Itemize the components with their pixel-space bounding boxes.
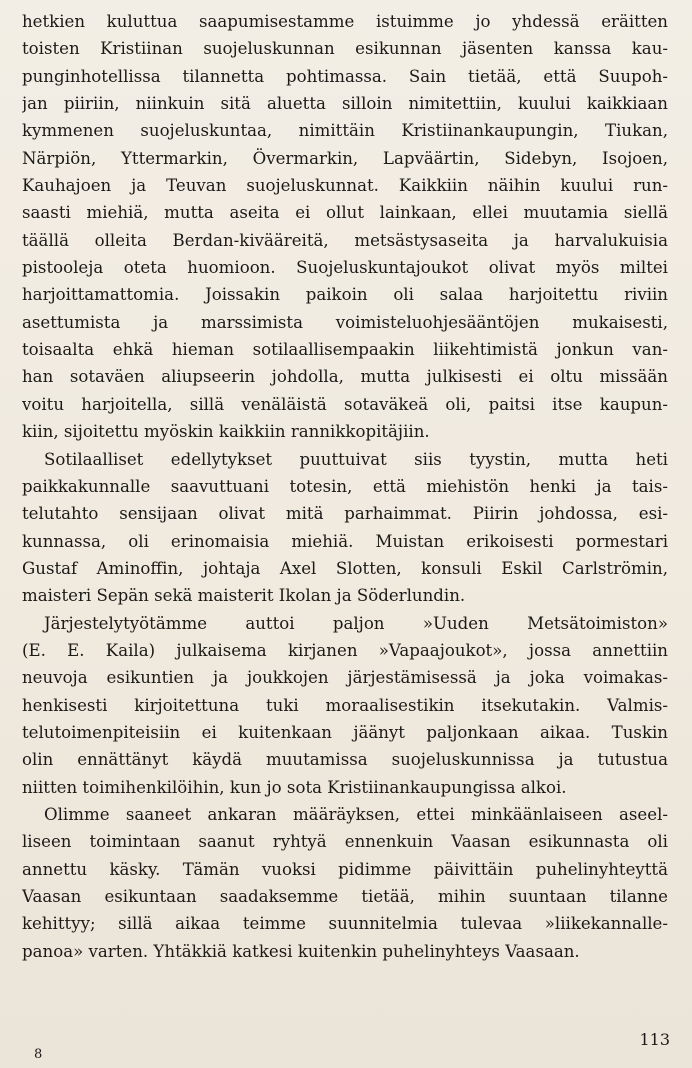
paragraph bbox=[22, 801, 668, 965]
text-line: neuvoja esikuntien ja joukkojen järjestämisessä ja joka voimakas- bbox=[22, 668, 668, 688]
text-line: olin ennättänyt käydä muutamissa suojeluskunnissa ja tutustua bbox=[22, 750, 668, 770]
text-line: Järjestelytyötämme auttoi paljon »Uuden Metsätoimiston» bbox=[44, 613, 668, 633]
text-line: kymmenen suojeluskuntaa, nimittäin Kristiinankaupungin, Tiukan, bbox=[22, 121, 668, 141]
text-line: liseen toimintaan saanut ryhtyä ennenkuin Vaasan esikunnasta oli bbox=[22, 832, 668, 852]
text-line: kehittyy; sillä aikaa teimme suunnitelmia tulevaa »liikekannalle- bbox=[22, 914, 668, 934]
text-line: niitten toimihenkilöihin, kun jo sota Kristiinankaupungissa alkoi. bbox=[22, 777, 567, 797]
text-line: voitu harjoitella, sillä venäläistä sotaväkeä oli, paitsi itse kaupun- bbox=[22, 394, 668, 414]
text-line: jan piiriin, niinkuin sitä aluetta silloin nimitettiin, kuului kaikkiaan bbox=[22, 94, 668, 114]
body-text bbox=[22, 8, 668, 965]
text-line: telutahto sensijaan olivat mitä parhaimmat. Piirin johdossa, esi- bbox=[22, 504, 668, 524]
text-line: Sotilaalliset edellytykset puuttuivat siis tyystin, mutta heti bbox=[44, 449, 668, 469]
text-line: Vaasan esikuntaan saadaksemme tietää, mihin suuntaan tilanne bbox=[22, 887, 668, 906]
text-line: hetkien kuluttua saapumisestamme istuimme jo yhdessä eräitten bbox=[22, 12, 668, 31]
text-line: pistooleja oteta huomioon. Suojeluskuntajoukot olivat myös miltei bbox=[22, 258, 668, 278]
paragraph bbox=[22, 610, 668, 801]
text-line: henkisesti kirjoitettuna tuki moraalisestikin itsekutakin. Valmis- bbox=[22, 695, 668, 715]
text-line: kiin, sijoitettu myöskin kaikkiin rannikkopitäjiin. bbox=[22, 422, 430, 442]
text-line: annettu käsky. Tämän vuoksi pidimme päivittäin puhelinyhteyttä bbox=[22, 859, 668, 879]
text-line: kunnassa, oli erinomaisia miehiä. Muistan erikoisesti pormestari bbox=[22, 531, 668, 551]
text-line: Olimme saaneet ankaran määräyksen, ettei minkäänlaiseen aseel- bbox=[44, 804, 668, 824]
text-line: saasti miehiä, mutta aseita ei ollut lainkaan, ellei muutamia siellä bbox=[22, 203, 668, 223]
text-line: toisaalta ehkä hieman sotilaallisempaakin liikehtimistä jonkun van- bbox=[22, 340, 668, 360]
signature-mark: 8 bbox=[34, 1047, 43, 1062]
text-line: Närpiön, Yttermarkin, Övermarkin, Lapväärtin, Sidebyn, Isojoen, bbox=[22, 148, 668, 168]
text-line: täällä olleita Berdan-kivääreitä, metsästysaseita ja harvalukuisia bbox=[22, 230, 668, 250]
text-line: Kauhajoen ja Teuvan suojeluskunnat. Kaikkiin näihin kuului run- bbox=[22, 176, 668, 196]
text-line: punginhotellissa tilannetta pohtimassa. Sain tietää, että Suupoh- bbox=[22, 66, 668, 86]
text-line: maisteri Sepän sekä maisterit Ikolan ja Söderlundin. bbox=[22, 586, 466, 606]
text-line: han sotaväen aliupseerin johdolla, mutta julkisesti ei oltu missään bbox=[22, 367, 668, 387]
text-line: (E. E. Kaila) julkaisema kirjanen »Vapaajoukot», jossa annettiin bbox=[22, 640, 668, 660]
text-line: telutoimenpiteisiin ei kuitenkaan jäänyt paljonkaan aikaa. Tuskin bbox=[22, 722, 668, 742]
text-line: harjoittamattomia. Joissakin paikoin oli salaa harjoitettu riviin bbox=[22, 285, 668, 305]
text-line: panoa» varten. Yhtäkkiä katkesi kuitenkin puhelinyhteys Vaasaan. bbox=[22, 941, 580, 961]
paragraph bbox=[22, 8, 668, 446]
paragraph bbox=[22, 446, 668, 610]
text-line: toisten Kristiinan suojeluskunnan esikunnan jäsenten kanssa kau- bbox=[22, 39, 668, 59]
text-line: asettumista ja marssimista voimisteluohjesääntöjen mukaisesti, bbox=[22, 312, 668, 332]
text-line: Gustaf Aminoffin, johtaja Axel Slotten, konsuli Eskil Carlströmin, bbox=[22, 558, 668, 578]
page-number: 113 bbox=[639, 1030, 670, 1049]
text-line: paikkakunnalle saavuttuani totesin, että miehistön henki ja tais- bbox=[22, 476, 668, 496]
